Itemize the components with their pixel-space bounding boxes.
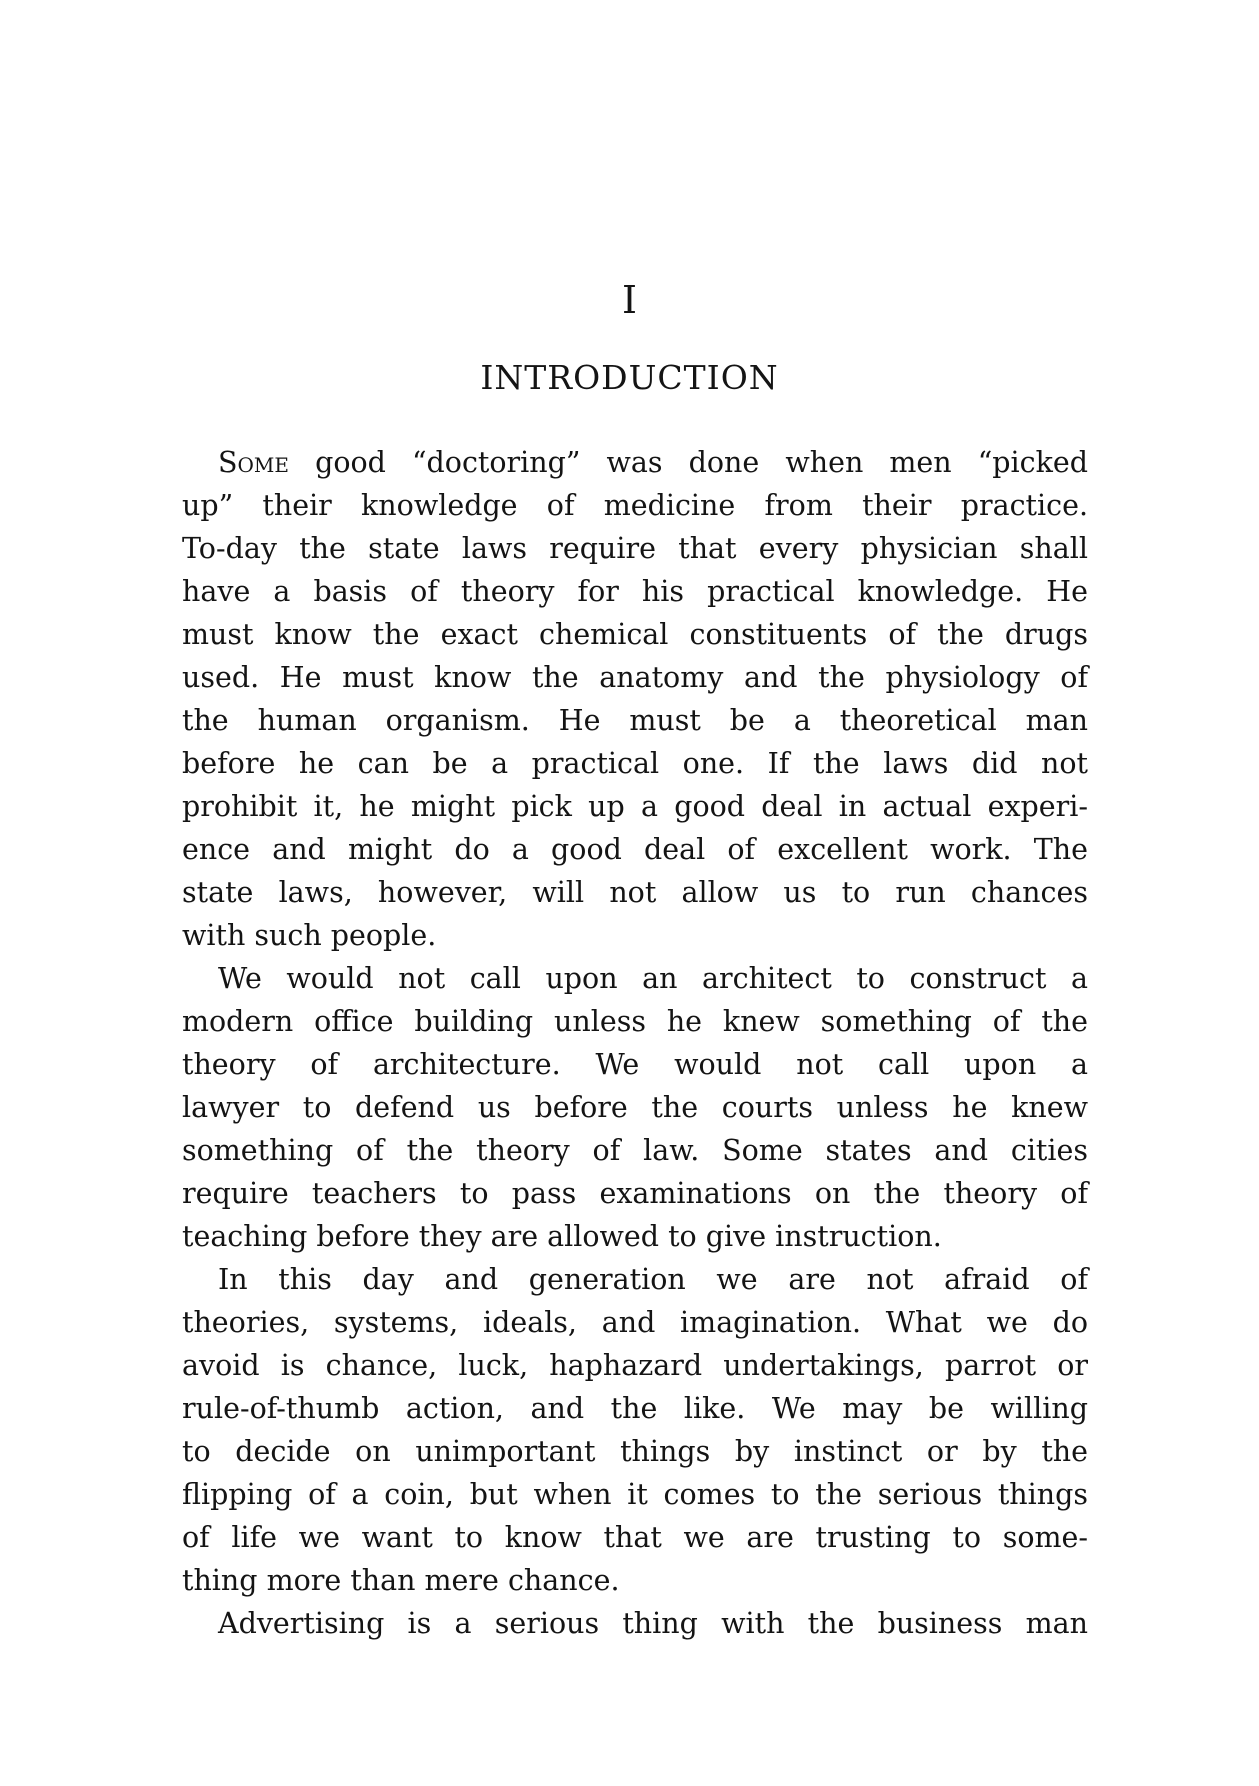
text-line: something of the theory of law. Some states and cities [182, 1134, 1088, 1167]
text-line: with such people. [182, 919, 437, 952]
text-line: rule-of-thumb action, and the like. We may be willing [182, 1392, 1088, 1425]
text-line: of life we want to know that we are trusting to some- [182, 1521, 1088, 1554]
text-line: state laws, however, will not allow us to run chances [182, 876, 1088, 909]
text-line: We would not call upon an architect to construct a [218, 962, 1088, 995]
text-line: prohibit it, he might pick up a good deal in actual experi- [182, 790, 1088, 823]
paragraph-lead-word: Some [218, 446, 289, 479]
text-line: theories, systems, ideals, and imagination. What we do [182, 1306, 1088, 1339]
text-line: before he can be a practical one. If the laws did not [182, 747, 1088, 780]
text-line: ence and might do a good deal of excellent work. The [182, 833, 1088, 866]
text-line: flipping of a coin, but when it comes to the serious things [182, 1478, 1088, 1511]
text-line: require teachers to pass examinations on the theory of [182, 1177, 1088, 1210]
text-line: to decide on unimportant things by instinct or by the [182, 1435, 1088, 1468]
text-line: up” their knowledge of medicine from their practice. [182, 489, 1088, 522]
text-line: Advertising is a serious thing with the business man [218, 1607, 1088, 1640]
text-line: the human organism. He must be a theoretical man [182, 704, 1088, 737]
text-line: thing more than mere chance. [182, 1564, 620, 1597]
text-line: used. He must know the anatomy and the physiology of [182, 661, 1088, 694]
chapter-title: INTRODUCTION [480, 358, 779, 397]
text-line: modern office building unless he knew something of the [182, 1005, 1088, 1038]
text-line: must know the exact chemical constituents of the drugs [182, 618, 1088, 651]
text-line: lawyer to defend us before the courts unless he knew [182, 1091, 1088, 1124]
text-line: theory of architecture. We would not call upon a [182, 1048, 1088, 1081]
body-text [182, 441, 1088, 1645]
text-line: In this day and generation we are not afraid of [218, 1263, 1088, 1296]
text-line: avoid is chance, luck, haphazard undertakings, parrot or [182, 1349, 1088, 1382]
text-line: teaching before they are allowed to give instruction. [182, 1220, 942, 1253]
text-line: have a basis of theory for his practical knowledge. He [182, 575, 1088, 608]
text-line: To-day the state laws require that every physician shall [182, 532, 1088, 565]
chapter-number: I [621, 278, 637, 322]
text-line: Some good “doctoring” was done when men “picked [218, 446, 1088, 479]
